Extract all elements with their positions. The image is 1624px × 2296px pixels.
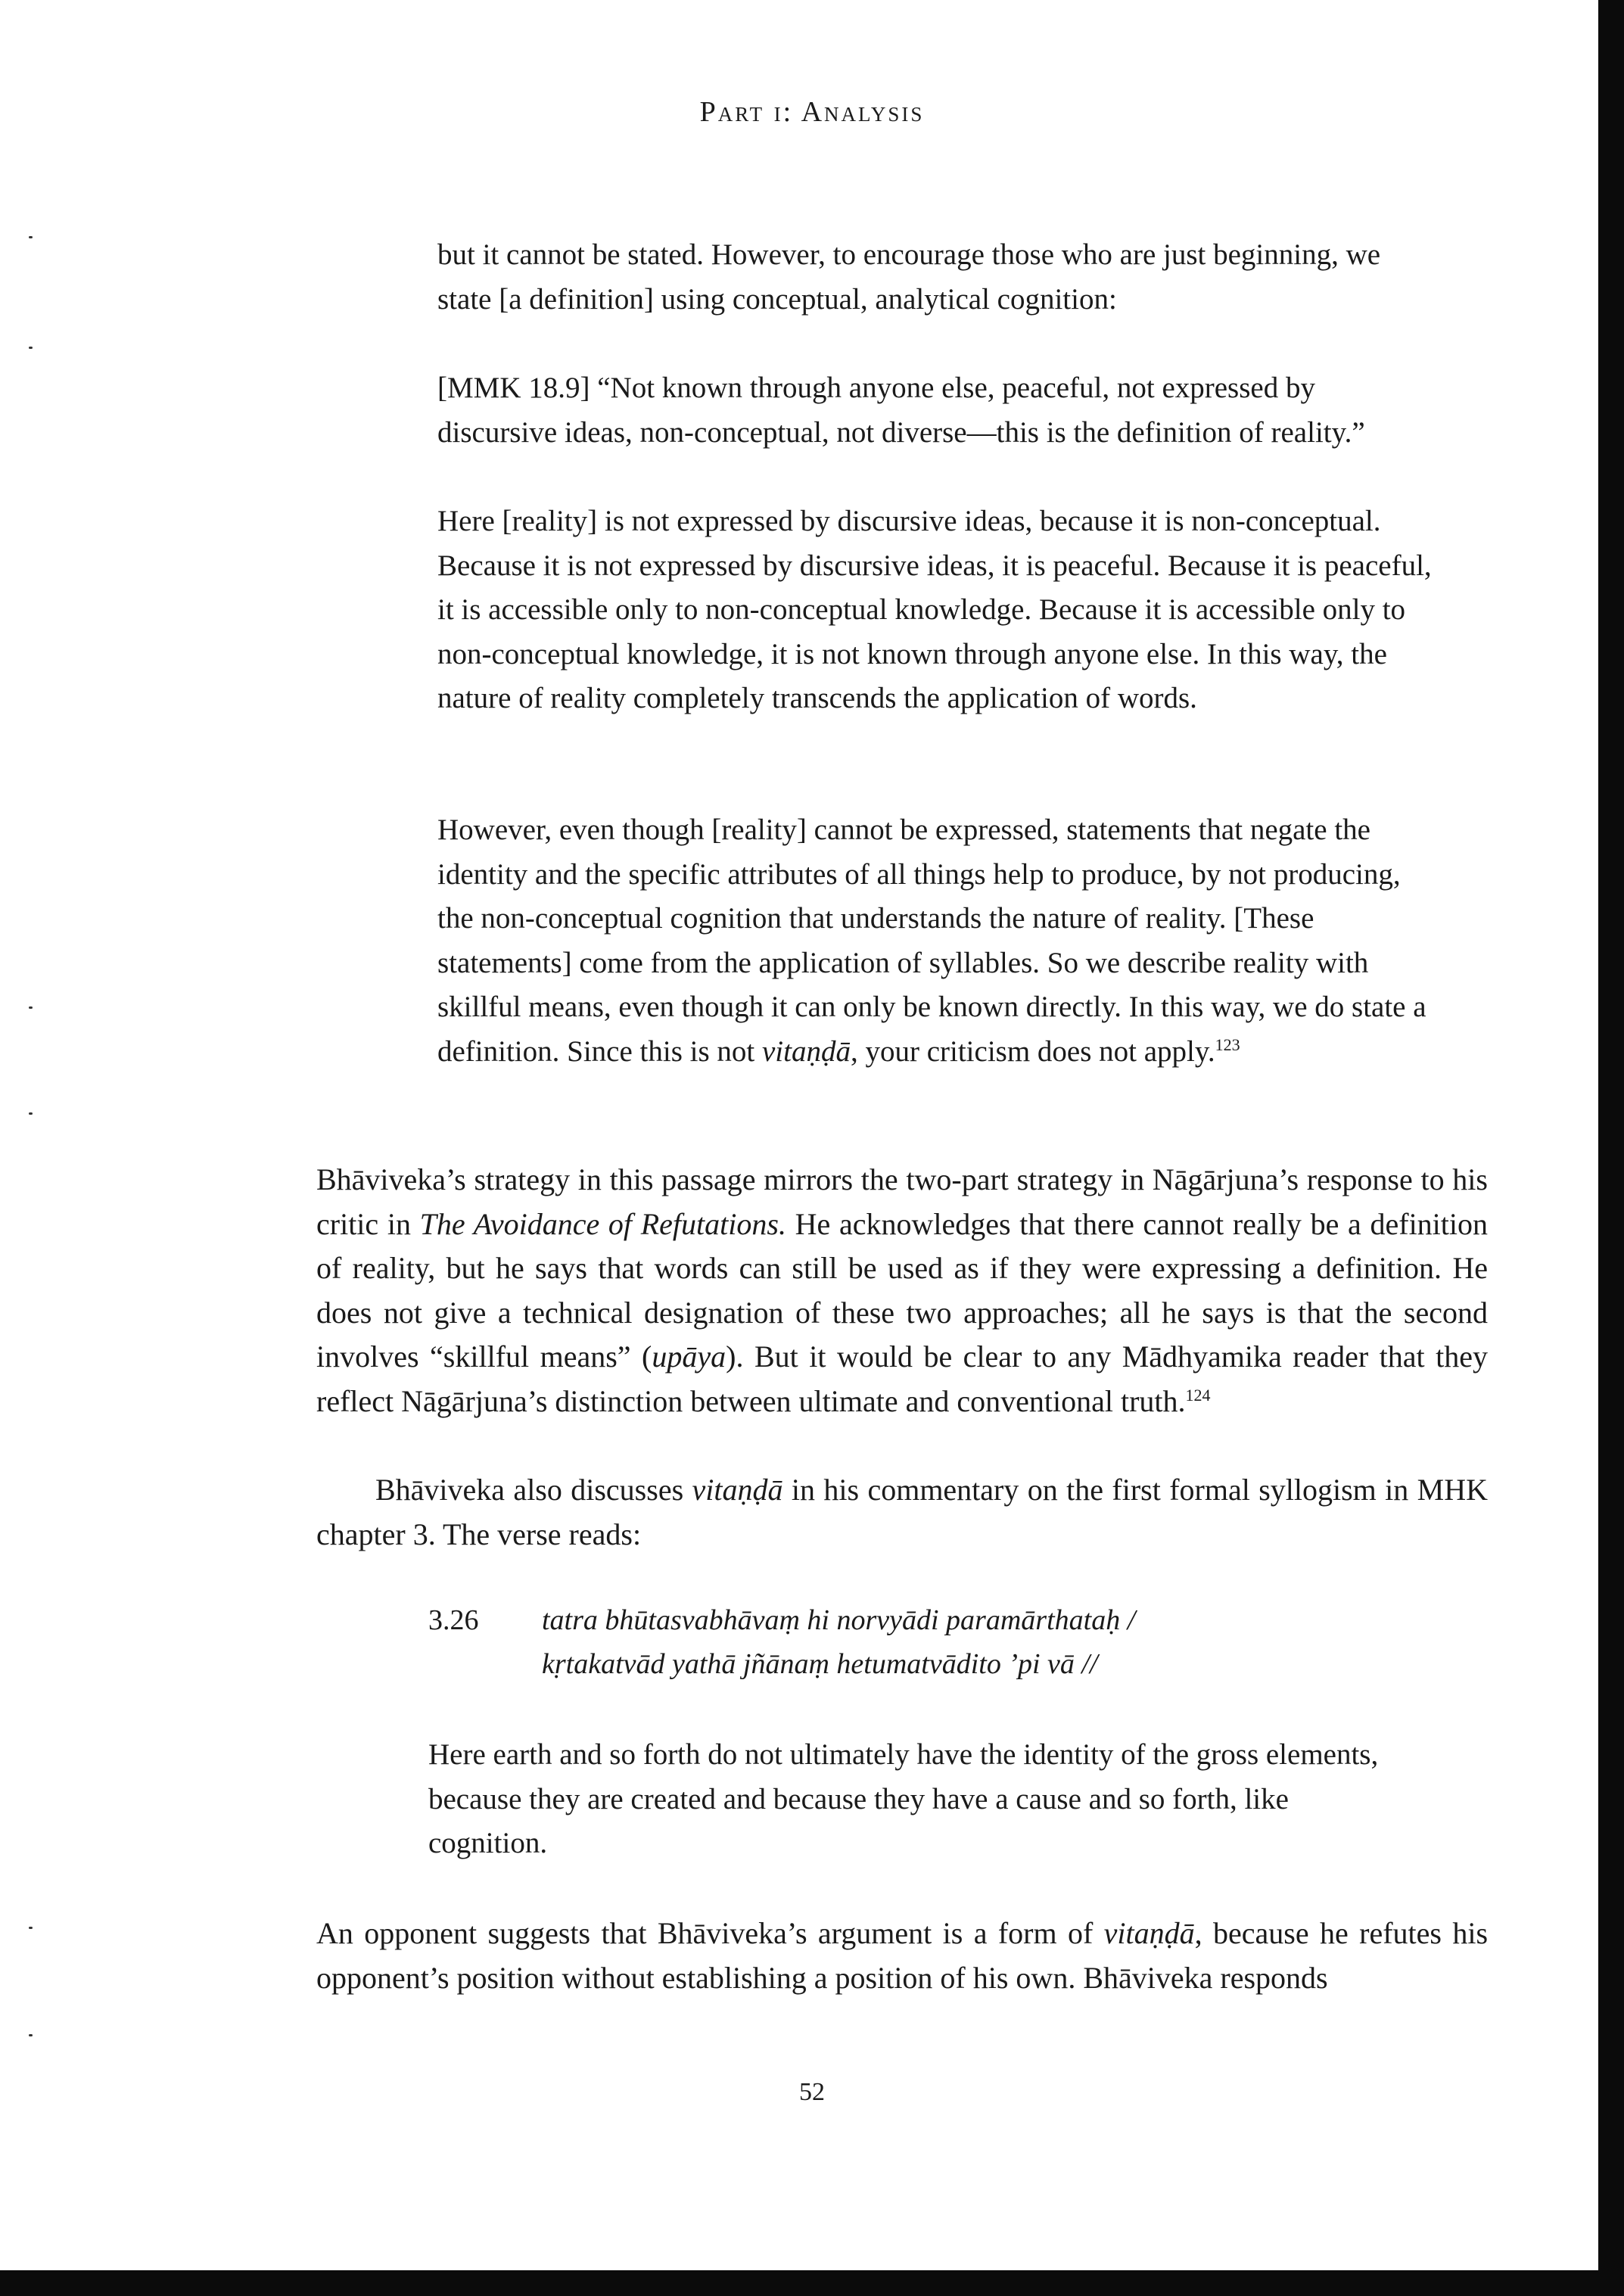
verse-number: 3.26	[428, 1604, 479, 1636]
quote-text: However, even though [reality] cannot be expressed, statements that negate the identity and the specific attributes of all things help to produce, by not producing, the non-conceptual cognition that understands the nature of reality. [These statements] come from the application of syllables. So we describe reality with skillful means, even though it can only be known directly. In this way, we do state a definition. Since this is not	[437, 814, 1426, 1068]
block-quote	[437, 366, 1436, 455]
paragraph-text: Bhāviveka’s strategy in this passage mirrors the two-part strategy in Nāgārjuna’s response to his critic in	[316, 1162, 1488, 1241]
verse-line: kṛtakatvād yathā jñānaṃ hetumatvādito ’pi vā //	[542, 1648, 1098, 1680]
running-head: Part i: Analysis	[699, 96, 925, 128]
block-quote	[437, 808, 1436, 1074]
quote-text: , your criticism does not apply.	[850, 1034, 1215, 1068]
block-quote	[437, 233, 1436, 322]
footnote-ref[interactable]: 124	[1185, 1385, 1211, 1405]
paragraph-text: He acknowledges that there cannot really be a definition of reality, but he says that words can still be used as if they were expressing a definition. He does not give a technical designation of these two approaches; all he says is that the second involves “skillful means” (	[316, 1206, 1489, 1374]
quote-text: Here [reality] is not expressed by discursive ideas, because it is non-conceptual. Because it is not expressed by discursive ideas, it is peaceful. Because it is peaceful, it is accessible only to non-conceptual knowledge. Because it is accessible only to non-conceptual knowledge, it is not known through anyone else. In this way, the nature of reality completely transcends the application of words.	[437, 505, 1432, 714]
body-paragraph	[316, 1158, 1488, 1423]
scan-speck	[29, 236, 33, 238]
verse-lines	[542, 1598, 1135, 1686]
quote-text: [MMK 18.9] “Not known through anyone else, peaceful, not expressed by discursive ideas, non-conceptual, not diverse—this is the definition of reality.”	[437, 372, 1365, 449]
paragraph-text: , because he refutes his opponent’s position without establishing a position of his own. Bhāviveka responds	[316, 1916, 1489, 1995]
block-quote	[437, 499, 1436, 721]
verse-line: tatra bhūtasvabhāvaṃ hi norvyādi paramārthataḥ /	[542, 1604, 1136, 1636]
sanskrit-term: upāya	[652, 1339, 726, 1374]
block-quote	[428, 1733, 1412, 1866]
quote-text: Here earth and so forth do not ultimately have the identity of the gross elements, because they are created and because they have a cause and so forth, like cognition.	[428, 1738, 1379, 1859]
paragraph-text: Bhāviveka also discusses	[375, 1473, 692, 1507]
work-title: The Avoidance of Refutations.	[419, 1206, 786, 1241]
paragraph-text: in his commentary on the first formal syllogism in MHK chapter 3. The verse reads:	[316, 1473, 1489, 1551]
scan-speck	[29, 1112, 33, 1115]
scan-speck	[29, 1927, 33, 1929]
sanskrit-term: vitaṇḍā	[761, 1034, 851, 1068]
body-paragraph	[316, 1468, 1488, 1557]
scan-edge-bottom	[0, 2270, 1624, 2296]
sanskrit-term: vitaṇḍā	[692, 1473, 783, 1507]
paragraph-text: ). But it would be clear to any Mādhyamika reader that they reflect Nāgārjuna’s distinction between ultimate and conventional truth.	[316, 1339, 1488, 1418]
paragraph-text: An opponent suggests that Bhāviveka’s argument is a form of	[316, 1916, 1104, 1950]
body-paragraph	[316, 1912, 1488, 2000]
scan-speck	[29, 1006, 33, 1009]
footnote-ref[interactable]: 123	[1215, 1034, 1240, 1054]
sanskrit-term: vitaṇḍā	[1103, 1916, 1195, 1950]
scan-speck	[29, 2034, 33, 2036]
quote-text: but it cannot be stated. However, to encourage those who are just beginning, we state [a definition] using conceptual, analytical cognition:	[437, 238, 1381, 316]
page-number: 52	[799, 2078, 825, 2106]
scan-edge-right	[1598, 0, 1624, 2296]
scan-speck	[29, 347, 33, 349]
